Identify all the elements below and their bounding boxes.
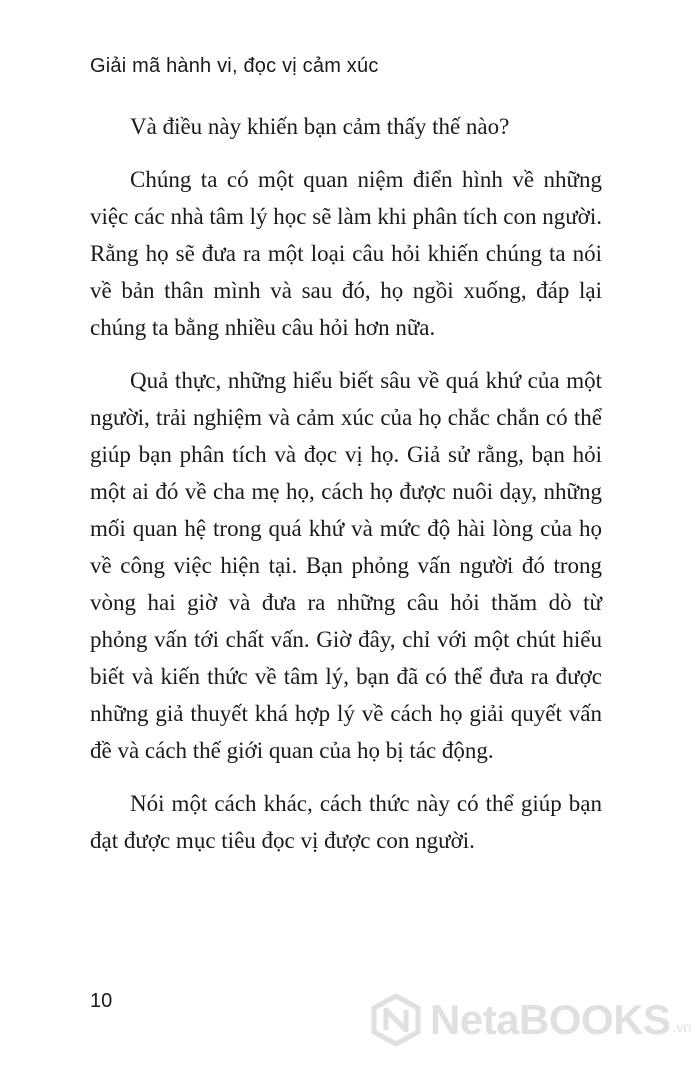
- watermark: [370, 990, 691, 1050]
- running-header: Giải mã hành vi, đọc vị cảm xúc: [90, 55, 379, 77]
- paragraph-4: Nói một cách khác, cách thức này có thể giúp bạn đạt được mục tiêu đọc vị được con người.: [90, 791, 602, 853]
- watermark-suffix: .vn: [672, 1019, 692, 1035]
- paragraph-2: Chúng ta có một quan niệm điển hình về những việc các nhà tâm lý học sẽ làm khi phân tích con người. Rằng họ sẽ đưa ra một loại câu hỏi khiến chúng ta nói về bản thân mình và sau đó, họ ngồi xuống, đáp lại chúng ta bằng nhiều câu hỏi hơn nữa.: [90, 167, 602, 340]
- paragraph-1: Và điều này khiến bạn cảm thấy thế nào?: [130, 114, 510, 139]
- page-number: 10: [90, 990, 113, 1012]
- paragraph-3: Quả thực, những hiểu biết sâu về quá khứ của một người, trải nghiệm và cảm xúc của họ chắc chắn có thể giúp bạn phân tích và đọc vị họ. Giả sử rằng, bạn hỏi một ai đó về cha mẹ họ, cách họ được nuôi dạy, những mối quan hệ trong quá khứ và mức độ hài lòng của họ về công việc hiện tại. Bạn phỏng vấn người đó trong vòng hai giờ và đưa ra những câu hỏi thăm dò từ phỏng vấn tới chất vấn. Giờ đây, chỉ với một chút hiểu biết và kiến thức về tâm lý, bạn đã có thể đưa ra được những giả thuyết khá hợp lý về cách họ giải quyết vấn đề và cách thế giới quan của họ bị tác động.: [90, 368, 602, 763]
- netabooks-logo-icon: [370, 994, 422, 1046]
- page-body: [90, 108, 602, 875]
- watermark-brand: NetaBOOKS: [430, 996, 671, 1043]
